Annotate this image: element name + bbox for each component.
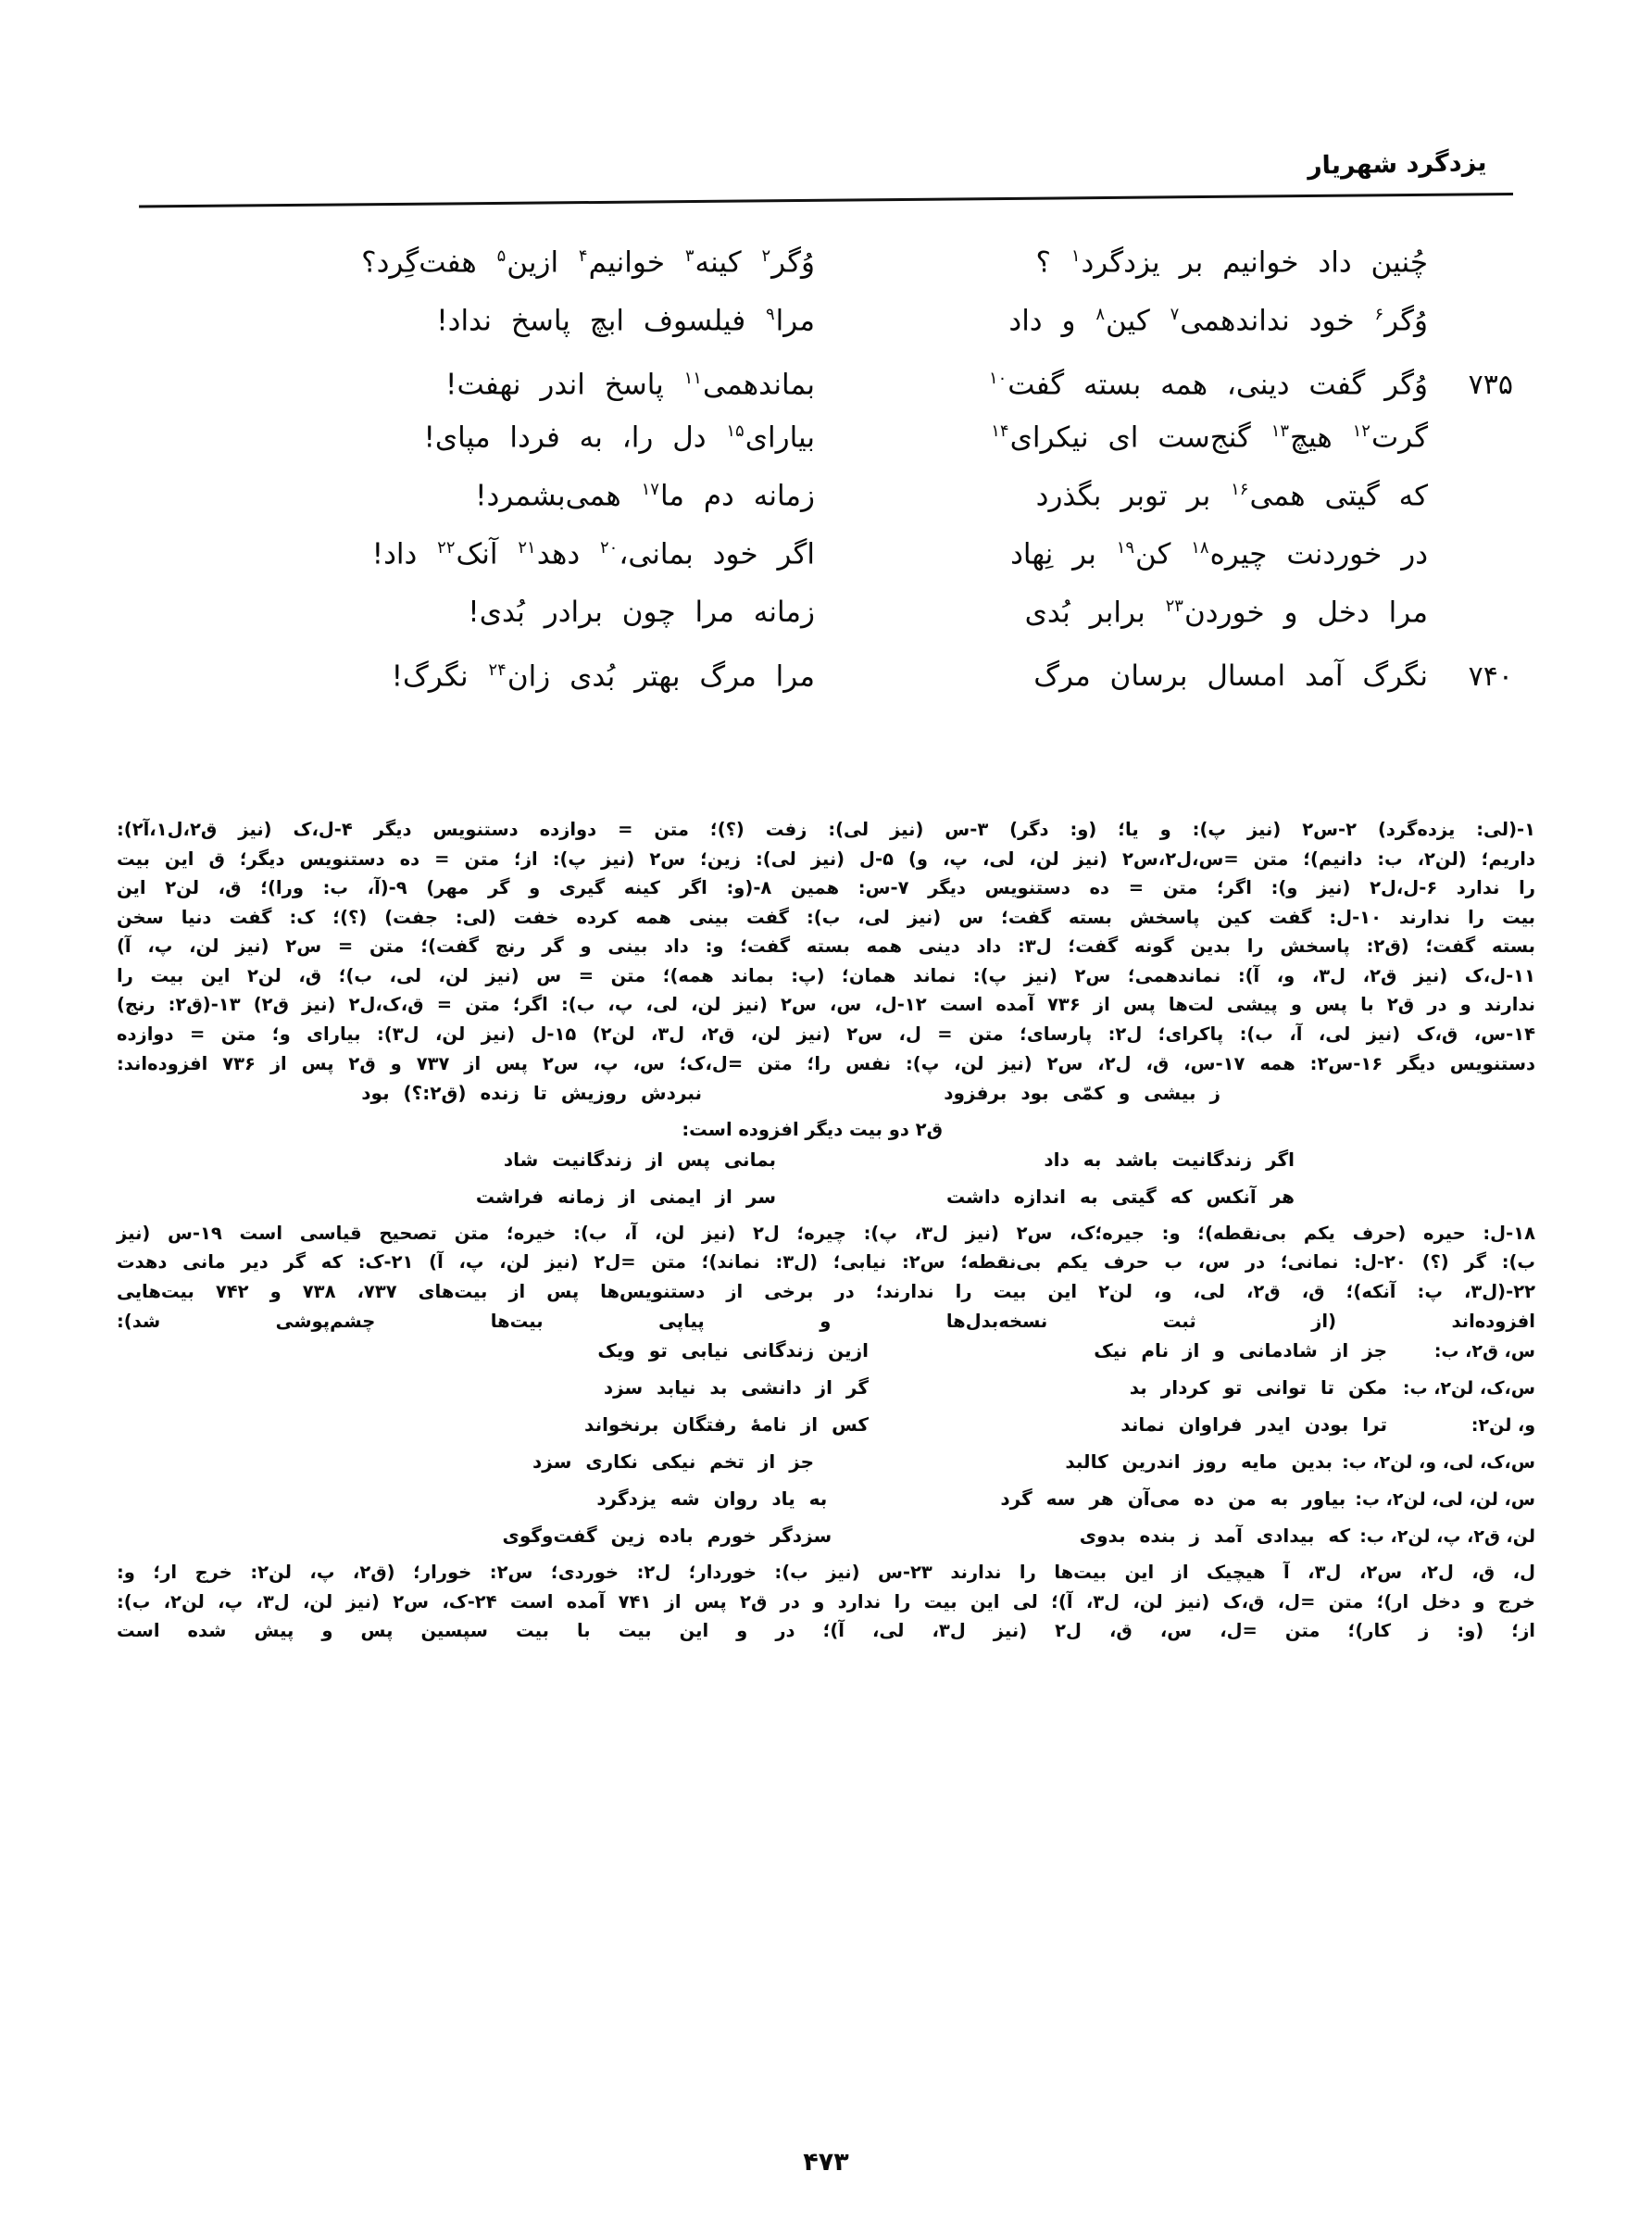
hemistich-first: [845, 479, 1428, 513]
apparatus-note-intro: ق۲ دو بیت دیگر افزوده است:: [682, 1119, 943, 1141]
footnote-marker[interactable]: ۶: [1374, 305, 1384, 324]
verse-word: اگر: [777, 537, 815, 571]
verse-word: مپای!: [423, 420, 491, 455]
verse-word: نداندهمی: [1180, 304, 1290, 338]
apparatus-line: بسته گفت؛ (ق۲: پاسخش را بدین گونه گفت؛ ل۳: داد دینی همه بسته گفت؛ و: داد بینی و گر رنج گفت)؛ متن = س۲ (نیز لن، پ، آ): [117, 935, 1535, 958]
verse-word: بر: [1072, 537, 1096, 571]
quoted-hemistich-second: سر از ایمنی از زمانه فراشت: [475, 1185, 776, 1208]
verse-word: بسته: [1083, 368, 1142, 401]
verse-word: مرا: [695, 596, 734, 630]
verse-word: فیلسوف: [643, 304, 746, 338]
verse-word: نداد!: [436, 304, 492, 338]
quoted-hemistich-first: بدین مایه روز اندرین کالبد: [1065, 1450, 1333, 1474]
apparatus-line: ل، ق، ل۲، س۲، ل۳، آ هیچیک از این بیت‌ها را ندارند ۲۳-س (نیز ب): خوردار؛ ل۲: خوردی؛ س۲: خورار؛ (ق۲، پ، لن۲: خرج ار؛ و:: [117, 1562, 1536, 1584]
footnote-marker[interactable]: ۱۶: [1231, 480, 1249, 499]
verse-word: و: [1283, 596, 1298, 630]
verse-word: دینی،: [1226, 368, 1290, 401]
hemistich-second: [241, 479, 845, 513]
verse-word: بر: [1179, 245, 1204, 280]
apparatus-line: بیت را ندارند ۱۰-ل: گفت کین پاسخش بسته گفت؛ س (نیز لی، ب): گفت بینی همه کرده خفت (لی: جفت) (؟)؛ ک: گفت دنیا سخن: [117, 906, 1535, 928]
quoted-couplet: [117, 1078, 1535, 1115]
verse-line: [139, 245, 1513, 307]
verse-word: چیره: [1209, 537, 1268, 571]
quoted-hemistich-first: که بیدادی آمد ز بنده بدوی: [1079, 1525, 1351, 1548]
quoted-hemistich-first: اگر زندگانیت باشد به داد: [1044, 1148, 1295, 1171]
verse-word: وُگر: [1384, 368, 1428, 401]
verse-word: بگذرد: [1035, 479, 1102, 513]
verse-word: کینه: [695, 245, 742, 280]
apparatus-block-three: [117, 1558, 1535, 1646]
apparatus-line: ۱-(لی: یزده‌گرد) ۲-س۲ (نیز پ): و یا؛ (و: دگر) ۳-س (نیز لی): زفت (؟)؛ متن = دوازده دستنویس دیگر ۴-ل،ک (نیز ق۲،ل۱،آ۲):: [117, 819, 1536, 840]
verse-word: و: [1061, 304, 1076, 338]
footnote-marker[interactable]: ۱۹: [1116, 538, 1135, 558]
verse-word: مرا: [775, 304, 815, 338]
verse-word: خوانیم: [588, 245, 665, 280]
verse-word: بر: [1186, 479, 1211, 513]
footnote-marker[interactable]: ۱: [1070, 246, 1081, 266]
quoted-hemistich-first: جز از شادمانی و از نام نیک: [1094, 1339, 1387, 1362]
verse-line: [139, 304, 1513, 365]
verse-word: بمانی،: [619, 537, 694, 571]
apparatus-line: داریم؛ (لن۲، ب: دانیم)؛ متن =س،ل۲،س۲ (نیز لن، لی، پ، و) ۵-ل (نیز لی): زین؛ س۲ (نیز پ): از؛ متن = ده دستنویس دیگر؛ ق این بیت: [117, 847, 1536, 870]
verse-line: [139, 657, 1513, 715]
verse-line: [139, 420, 1513, 482]
apparatus-line: ۱۸-ل: حیره (حرف یکم بی‌نقطه)؛ و: جیره؛ک، س۲ (نیز ل۳، پ): چیره؛ ل۲ (نیز لن، آ، ب): خیره؛ متن تصحیح قیاسی است ۱۹-س (نیز: [117, 1222, 1536, 1244]
footnote-marker[interactable]: ۵: [496, 246, 507, 266]
verse-word: کین: [1106, 304, 1150, 338]
verse-word: نیکرای: [1009, 420, 1089, 455]
verse-word: ما: [659, 479, 684, 513]
quoted-hemistich-second: بمانی پس از زندگانیت شاد: [503, 1148, 776, 1171]
verse-word: زمانه: [753, 479, 815, 513]
verse-word: گیتی: [1324, 479, 1380, 513]
quoted-couplet: [117, 1145, 1535, 1182]
apparatus-line: ندارند و در ق۲ با پس و پیشی لت‌ها پس از ۷۳۶ آمده است ۱۲-ل، س، س۲ (نیز لن، لی، پ، ب): اگر؛ متن = ق،ک،ل۲ (نیز ق۲) ۱۳-(ق۲: رنج): [117, 994, 1536, 1016]
verse-word: داد: [1318, 245, 1352, 280]
verse-word: مرگ: [1033, 659, 1091, 693]
quoted-hemistich-first: بیاور به من ده می‌آن هر سه گرد: [1000, 1487, 1346, 1511]
hemistich-first: [845, 537, 1428, 571]
verse-word: که: [1398, 479, 1428, 513]
verse-word: نِهاد: [1010, 537, 1054, 571]
footnote-marker[interactable]: ۲۲: [437, 538, 456, 558]
verse-number: [1428, 559, 1513, 563]
verse-word: بیارای: [745, 420, 815, 455]
verse-word: همی: [1249, 479, 1306, 513]
apparatus-block-one: [117, 815, 1535, 1078]
hemistich-first: [845, 596, 1428, 630]
apparatus-line: را ندارد ۶-ل،ل۲ (نیز و): اگر؛ متن = ده دستنویس دیگر ۷-س: همین ۸-(و: اگر کینه گیری و گر مهر) ۹-(آ، ب: ورا)؛ ق، لن۲ این: [117, 877, 1535, 899]
verse-word: فردا: [509, 420, 560, 455]
manuscript-sigla: لن، ق۲، پ، لن۲، ب:: [1359, 1526, 1535, 1548]
verse-word: نگرگ!: [391, 659, 469, 693]
footnote-marker[interactable]: ۱۱: [683, 368, 702, 388]
apparatus-block-two: [117, 1219, 1535, 1336]
verse-word: مرا: [1388, 596, 1428, 630]
hemistich-second: [241, 370, 845, 399]
verse-word: ؟: [1035, 245, 1051, 280]
quoted-hemistich-second: به یاد روان شه یزدگرد: [596, 1487, 828, 1511]
quoted-hemistich-second: سزدگر خورم باده زین گفت‌وگوی: [502, 1525, 832, 1548]
verse-line: [139, 479, 1513, 540]
footnote-marker[interactable]: ۲۱: [518, 538, 536, 558]
header-rule: [139, 193, 1513, 207]
verse-word: برادر: [544, 596, 603, 630]
verse-word: هفت‌گِرد؟: [361, 245, 477, 280]
verse-word: خوردنت: [1286, 537, 1383, 571]
apparatus-line: افزوده‌اند (از ثبت نسخه‌بدل‌ها و پیاپی بیت‌ها چشم‌پوشی شد):: [117, 1310, 1535, 1332]
quoted-couplet: [117, 1373, 1535, 1410]
verse-word: دخل: [1317, 596, 1370, 630]
footnote-marker[interactable]: ۱۲: [1352, 421, 1370, 441]
hemistich-second: [241, 245, 845, 280]
verse-line: [139, 537, 1513, 598]
quoted-couplet: [117, 1336, 1535, 1373]
verse-word: به: [579, 420, 603, 455]
apparatus-line: ۱۴-س، ق،ک (نیز لی، آ، ب): پاکرای؛ ل۲: پارسای؛ متن = ل، س۲ (نیز لن، ق۲، ل۳، لن۲) ۱۵-ل (نیز لن، ل۳): بیارای و؛ متن = دوازده: [117, 1023, 1536, 1046]
quoted-couplet: [117, 1521, 1535, 1558]
verse-word: خوانیم: [1222, 245, 1299, 280]
footnote-marker[interactable]: ۹: [766, 305, 775, 324]
quoted-couplet: [117, 1447, 1535, 1484]
verse-number: [1428, 326, 1513, 330]
quoted-couplet: [117, 1410, 1535, 1447]
verse-word: گنج‌ست: [1158, 420, 1251, 455]
footnote-marker[interactable]: ۴: [578, 246, 588, 266]
quoted-hemistich-first: ترا بودن ایدر فراوان نماند: [1120, 1413, 1387, 1437]
verse-word: امسال: [1207, 659, 1286, 693]
verse-word: هیچ: [1290, 420, 1333, 455]
verse-line: [139, 365, 1513, 423]
verse-word: کن: [1135, 537, 1171, 571]
verse-word: بُدی!: [468, 596, 525, 630]
quoted-hemistich-first: مکن تا توانی تو کردار بد: [1129, 1376, 1387, 1399]
hemistich-second: [241, 537, 845, 571]
footnote-marker[interactable]: ۲۰: [600, 538, 619, 558]
verse-word: در: [1401, 537, 1428, 571]
footnote-marker[interactable]: ۱۷: [641, 480, 659, 499]
running-head: [139, 148, 1513, 213]
quoted-hemistich-second: نبردش روزیش تا زنده (ق۲:؟) بود: [361, 1082, 702, 1105]
manuscript-sigla: س، لن، لی، لن۲، ب:: [1355, 1489, 1535, 1511]
verse-word: نهفت!: [445, 368, 521, 401]
verse-word: آمد: [1305, 659, 1344, 693]
verse-number: [1428, 501, 1513, 505]
verse-word: مرا: [775, 659, 815, 693]
manuscript-sigla: س،ک، لن۲، ب:: [1402, 1378, 1535, 1399]
verse-word: دم: [703, 479, 734, 513]
verse-block: [139, 245, 1513, 715]
apparatus-line: ۲۲-(ل۳، پ: آنکه)؛ ق، ق۲، لی، و، لن۲ این بیت را ندارند؛ در برخی از دستنویس‌ها پس از بیت‌های ۷۳۷، ۷۳۸ و ۷۴۲ بیت‌هایی: [117, 1280, 1536, 1302]
footnote-marker[interactable]: ۱۴: [991, 421, 1009, 441]
quoted-couplet: [117, 1484, 1535, 1521]
verse-word: وُگر: [1384, 304, 1428, 338]
footnote-marker[interactable]: ۲: [761, 246, 771, 266]
verse-word: گرت: [1370, 420, 1428, 455]
verse-word: چون: [621, 596, 676, 630]
verse-word: پاسخ: [510, 304, 570, 338]
verse-word: وُگر: [771, 245, 815, 280]
manuscript-sigla: س، ق۲، ب:: [1433, 1341, 1535, 1362]
verse-word: را،: [621, 420, 654, 455]
verse-word: یزدگرد: [1081, 245, 1160, 280]
verse-word: همه: [1160, 368, 1208, 401]
verse-word: ای: [1108, 420, 1139, 455]
verse-word: زان: [507, 659, 551, 693]
footnote-marker[interactable]: ۳: [684, 246, 695, 266]
verse-word: پاسخ: [604, 368, 664, 401]
verse-word: بماندهمی: [702, 368, 815, 401]
quoted-hemistich-second: گر از دانشی بد نیابد سزد: [603, 1376, 869, 1399]
hemistich-first: [845, 420, 1428, 455]
verse-word: بُدی: [1024, 596, 1070, 630]
verse-word: گفت: [1007, 368, 1065, 401]
hemistich-second: [241, 420, 845, 455]
verse-word: زمانه: [753, 596, 815, 630]
footnote-marker[interactable]: ۱۸: [1191, 538, 1209, 558]
verse-word: خود: [1308, 304, 1355, 338]
apparatus-line: دستنویس دیگر ۱۶-س۲: همه ۱۷-س، ق، ل۲، س۲ (نیز لن، پ): نفس را؛ متن =ل،ک؛ س، پ، س۲ پس از ۷۳۷ و ق۲ پس از ۷۳۶ افزوده‌اند:: [117, 1052, 1536, 1074]
quoted-hemistich-second: جز از تخم نیکی نکاری سزد: [532, 1450, 815, 1474]
verse-word: بُدی: [569, 659, 616, 693]
verse-word: مرگ: [699, 659, 757, 693]
verse-number: [1428, 443, 1513, 446]
manuscript-sigla: س،ک، لی، و، لن۲، ب:: [1342, 1452, 1535, 1474]
hemistich-second: [241, 659, 845, 693]
apparatus-line: ۱۱-ل،ک (نیز ق۲، ل۳، و، آ): نماندهمی؛ س۲ (نیز پ): نماند همان؛ (پ: بماند همه)؛ متن = س (نیز لن، لی، ب)؛ ق، لن۲ این بیت را: [117, 964, 1535, 986]
verse-word: ابچ: [589, 304, 625, 338]
verse-word: نگرگ: [1362, 659, 1428, 693]
verse-word: داد: [1008, 304, 1043, 338]
verse-word: خوردن: [1183, 596, 1265, 630]
verse-word: برسان: [1109, 659, 1188, 693]
footnote-marker[interactable]: ۱۵: [726, 421, 745, 441]
verse-word: توبر: [1120, 479, 1168, 513]
manuscript-sigla: و، لن۲:: [1471, 1415, 1535, 1437]
apparatus-line: خرج و دخل ار)؛ متن =ل، ق،ک (نیز لن، ل۳، آ)؛ لی این بیت را ندارد و در ق۲ پس از ۷۴۱ آمده است ۲۴-ک، س۲ (نیز لن، ل۳، پ، لن۲، ب):: [117, 1590, 1535, 1613]
verse-word: دل: [672, 420, 707, 455]
hemistich-first: [845, 370, 1428, 399]
verse-number: [1428, 268, 1513, 271]
folio-number: ۴۷۳: [803, 2148, 849, 2177]
hemistich-first: [845, 304, 1428, 338]
verse-word: ازین: [507, 245, 559, 280]
verse-number: ۷۴۰: [1468, 660, 1513, 693]
quoted-hemistich-second: کس از نامهٔ رفتگان برنخواند: [584, 1413, 869, 1437]
quoted-hemistich-first: ز بیشی و کمّی بود برفزود: [944, 1082, 1220, 1105]
verse-word: اندر: [540, 368, 585, 401]
verse-word: گفت: [1308, 368, 1366, 401]
hemistich-second: [241, 596, 845, 630]
footnote-marker[interactable]: ۸: [1095, 305, 1105, 324]
footnote-marker[interactable]: ۲۳: [1165, 596, 1183, 616]
apparatus-line: ب): گر (؟) ۲۰-ل: نمانی؛ در س، ب حرف یکم بی‌نقطه؛ س۲: نیابی؛ (ل۳: نماند)؛ متن =ل۲ (نیز لن، پ، آ) ۲۱-ک: که گر دیر مانی دهدت: [117, 1251, 1536, 1274]
footnote-marker[interactable]: ۲۴: [488, 659, 507, 680]
verse-word: برابر: [1089, 596, 1145, 630]
hemistich-first: [845, 245, 1428, 280]
verse-line: [139, 598, 1513, 657]
verse-word: دهد: [536, 537, 581, 571]
verse-word: بهتر: [634, 659, 681, 693]
running-head-title: یزدگرد شهریار: [1308, 148, 1488, 181]
verse-word: خود: [712, 537, 758, 571]
hemistich-second: [241, 304, 845, 338]
verse-number: [1428, 618, 1513, 621]
verse-word: همی‌بشمرد!: [475, 479, 621, 513]
footnote-marker[interactable]: ۱۰: [988, 368, 1007, 388]
verse-number: ۷۳۵: [1468, 369, 1513, 401]
quoted-hemistich-second: ازین زندگانی نیابی تو ویک: [597, 1339, 869, 1362]
footnote-marker[interactable]: ۷: [1170, 305, 1180, 324]
quoted-hemistich-first: هر آنکس که گیتی به اندازه داشت: [946, 1185, 1295, 1208]
verse-word: داد!: [371, 537, 418, 571]
hemistich-first: [845, 659, 1428, 693]
critical-apparatus: [117, 815, 1535, 1646]
apparatus-line: از؛ (و: ز کار)؛ متن =ل، س، ق، ل۲ (نیز ل۳، لی، آ)؛ در و این بیت با بیت سپسین پس و پیش شده است: [117, 1620, 1535, 1642]
quoted-couplet: [117, 1182, 1535, 1219]
footnote-marker[interactable]: ۱۳: [1270, 421, 1290, 441]
verse-word: آنک: [456, 537, 498, 571]
verse-word: چُنین: [1370, 245, 1428, 280]
